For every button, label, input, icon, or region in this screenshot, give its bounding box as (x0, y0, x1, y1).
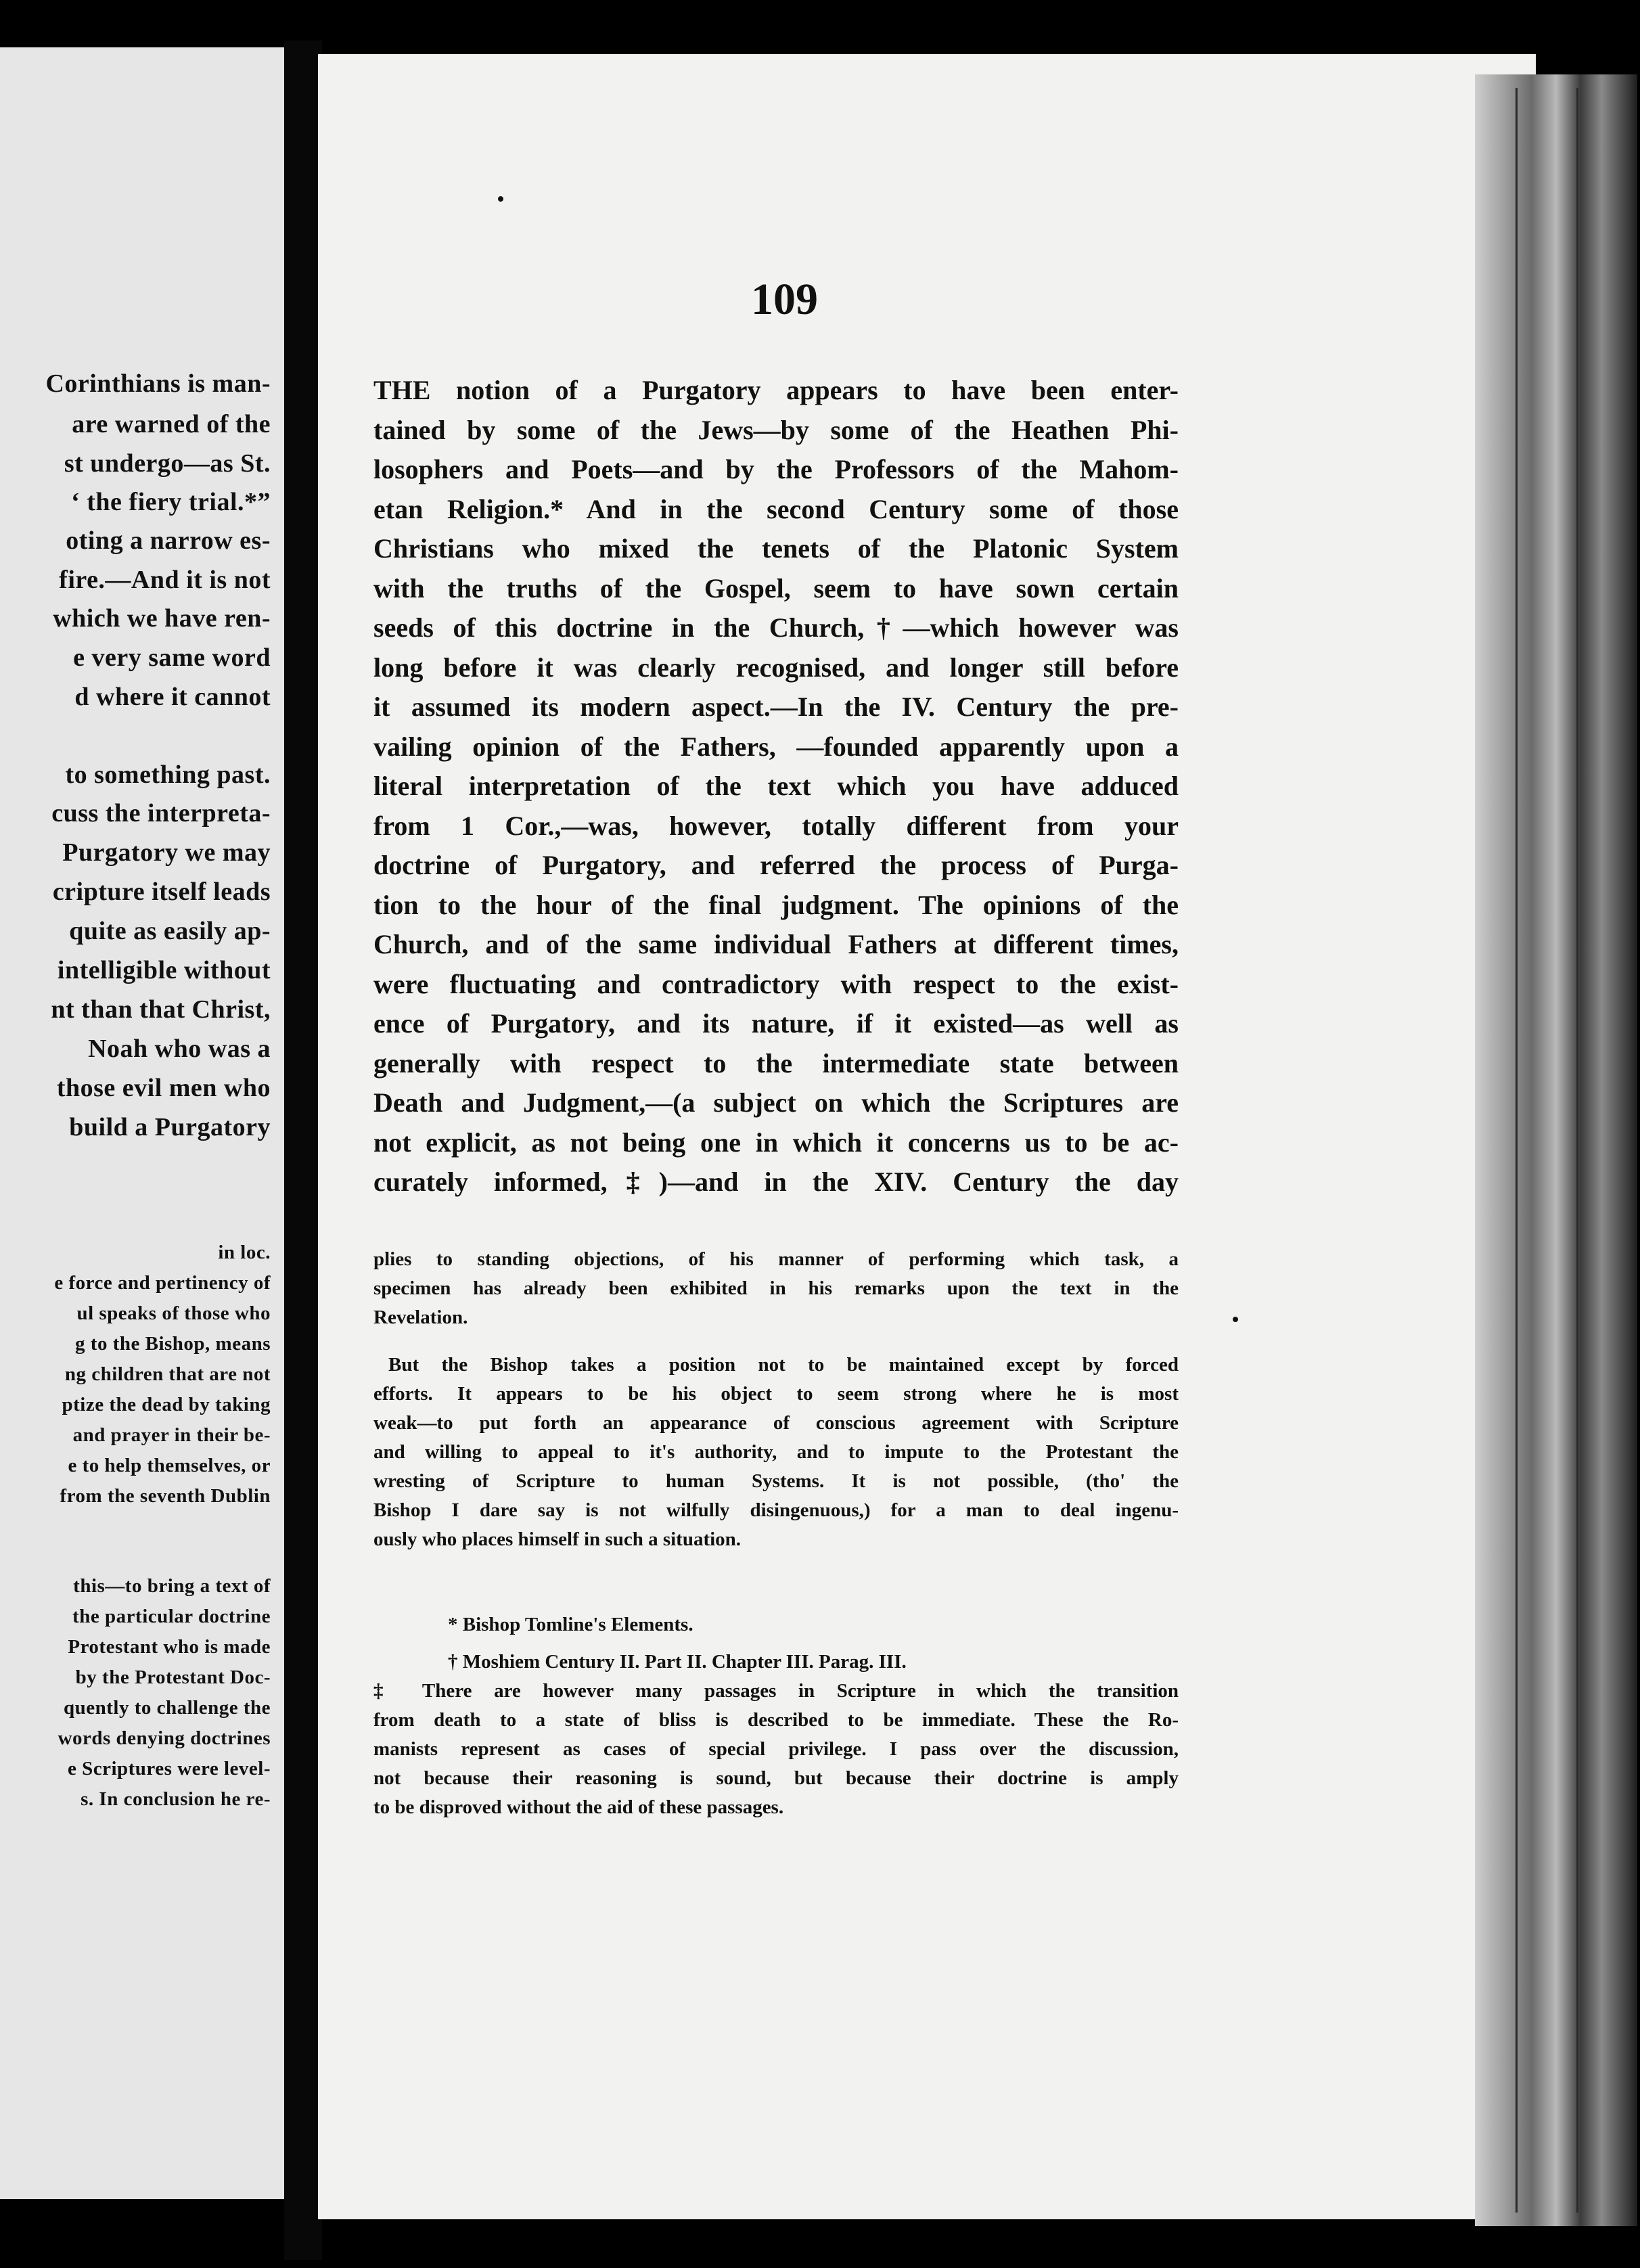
left-note-line: Protestant who is made (68, 1636, 271, 1658)
left-note-line: ul speaks of those who (76, 1302, 271, 1324)
left-text-line: oting a narrow es- (66, 526, 271, 555)
left-text-line: Noah who was a (88, 1035, 271, 1063)
left-note-line: quently to challenge the (63, 1697, 271, 1719)
main-text-line: literal interpretation of the text which you have adduced (373, 771, 1179, 801)
footnote-3-line: not because their reasoning is sound, but because their doctrine is amply (373, 1767, 1179, 1789)
left-note-line: words denying doctrines (58, 1727, 271, 1749)
main-text-line: doctrine of Purgatory, and referred the process of Purga- (373, 850, 1179, 880)
main-text-line: Christians who mixed the tenets of the Platonic System (373, 533, 1179, 564)
left-note-line: e Scriptures were level- (67, 1758, 271, 1779)
left-text-line: d where it cannot (74, 683, 271, 711)
main-text-line: not explicit, as not being one in which it concerns us to be ac- (373, 1127, 1179, 1158)
main-text-line: with the truths of the Gospel, seem to have sown certain (373, 572, 1179, 604)
main-text-line: ence of Purgatory, and its nature, if it existed—as well as (373, 1008, 1179, 1039)
left-note-line: and prayer in their be- (72, 1424, 271, 1446)
main-text-line: curately informed,‡)—and in the XIV. Century the day (373, 1166, 1179, 1197)
left-text-line: fire.—And it is not (59, 566, 271, 594)
left-text-line: e very same word (73, 643, 271, 672)
left-note-line: g to the Bishop, means (75, 1333, 271, 1355)
show-through-text (373, 1245, 1179, 1332)
left-text-line: ‘ the fiery trial.*” (71, 488, 271, 516)
page-edge-line (1516, 88, 1518, 2213)
left-note-line: ptize the dead by taking (62, 1394, 271, 1415)
main-paragraph (373, 371, 1179, 1202)
main-text-line: long before it was clearly recognised, and longer still before (373, 652, 1179, 683)
left-text-line: intelligible without (57, 956, 271, 984)
left-note-line: e to help themselves, or (68, 1455, 271, 1476)
left-text-line: which we have ren- (53, 604, 271, 633)
footnote-2: † Moshiem Century II. Part II. Chapter III. Parag. III. (448, 1651, 907, 1673)
footnote-3-line: manists represent as cases of special privilege. I pass over the discussion, (373, 1738, 1179, 1760)
footnotes (373, 1610, 1179, 1822)
main-text-line: seeds of this doctrine in the Church,†—which however was (373, 612, 1179, 643)
show-through-line: efforts. It appears to be his object to seem strong where he is most (373, 1383, 1179, 1405)
main-text-line: etan Religion.* And in the second Century some of those (373, 493, 1179, 524)
main-text-line: Death and Judgment,—(a subject on which the Scriptures are (373, 1087, 1179, 1118)
show-through-line: But the Bishop takes a position not to be maintained except by forced (388, 1354, 1179, 1376)
main-text-line: were fluctuating and contradictory with respect to the exist- (373, 968, 1179, 999)
show-through-line: Bishop I dare say is not wilfully disingenuous,) for a man to deal ingenu- (373, 1499, 1179, 1521)
left-text-line: build a Purgatory (69, 1113, 271, 1141)
speck (498, 196, 503, 202)
footnote-3-line: from death to a state of bliss is described to be immediate. These the Ro- (373, 1709, 1179, 1731)
show-through-line: ously who places himself in such a situation. (373, 1528, 742, 1550)
show-through-line: specimen has already been exhibited in his remarks upon the text in the (373, 1277, 1179, 1299)
left-text-line: are warned of the (72, 410, 271, 438)
left-text-line: Purgatory we may (62, 838, 271, 867)
left-note-line: from the seventh Dublin (60, 1485, 271, 1507)
left-text-line: to something past. (65, 761, 271, 789)
left-note-line: in loc. (218, 1242, 271, 1263)
main-text-line: THE notion of a Purgatory appears to have been enter- (373, 375, 1179, 405)
page-edge-line (1576, 88, 1578, 2213)
speck (1233, 1317, 1238, 1322)
left-text-line: those evil men who (56, 1074, 271, 1102)
footnote-1: * Bishop Tomline's Elements. (448, 1614, 693, 1635)
left-text-line: quite as easily ap- (69, 917, 271, 945)
footnote-3-line: to be disproved without the aid of these passages. (373, 1796, 784, 1818)
main-text-line: tained by some of the Jews—by some of the Heathen Phi- (373, 414, 1179, 445)
show-through-line: and willing to appeal to it's authority, and to impute to the Protestant the (373, 1441, 1179, 1463)
left-note-line: the particular doctrine (72, 1606, 271, 1627)
left-note-line: e force and pertinency of (54, 1272, 271, 1294)
left-note-line: ng children that are not (64, 1363, 271, 1385)
left-text-line: Corinthians is man- (45, 369, 271, 398)
left-note-line: s. In conclusion he re- (81, 1788, 271, 1810)
left-note-line: this—to bring a text of (73, 1575, 271, 1597)
main-text-line: losophers and Poets—and by the Professors of the Mahom- (373, 454, 1179, 484)
left-text-line: cuss the interpreta- (51, 799, 271, 827)
main-text-line: vailing opinion of the Fathers, —founded apparently upon a (373, 731, 1179, 762)
show-through-text-2 (373, 1351, 1179, 1554)
page-number: 109 (751, 275, 818, 324)
main-text-line: tion to the hour of the final judgment. The opinions of the (373, 889, 1179, 920)
show-through-line: weak—to put forth an appearance of conscious agreement with Scripture (373, 1412, 1179, 1434)
left-text-line: cripture itself leads (52, 878, 271, 906)
footnote-3-line: ‡ There are however many passages in Scripture in which the transition (373, 1680, 1179, 1702)
main-text-line: Church, and of the same individual Fathers at different times, (373, 929, 1179, 959)
left-page-fragment (0, 47, 284, 2199)
page-edge-shadow (1475, 74, 1637, 2226)
main-text-line: it assumed its modern aspect.—In the IV. Century the pre- (373, 691, 1179, 722)
book-gutter (284, 41, 322, 2260)
show-through-line: plies to standing objections, of his manner of performing which task, a (373, 1248, 1179, 1270)
left-text-line: st undergo—as St. (64, 449, 271, 478)
left-text-line: nt than that Christ, (51, 995, 271, 1024)
main-text-line: from 1 Cor.,—was, however, totally different from your (373, 810, 1179, 841)
show-through-line: Revelation. (373, 1307, 468, 1328)
left-note-line: by the Protestant Doc- (75, 1666, 271, 1688)
main-text-line: generally with respect to the intermediate state between (373, 1047, 1179, 1079)
show-through-line: wresting of Scripture to human Systems. It is not possible, (tho' the (373, 1470, 1179, 1492)
